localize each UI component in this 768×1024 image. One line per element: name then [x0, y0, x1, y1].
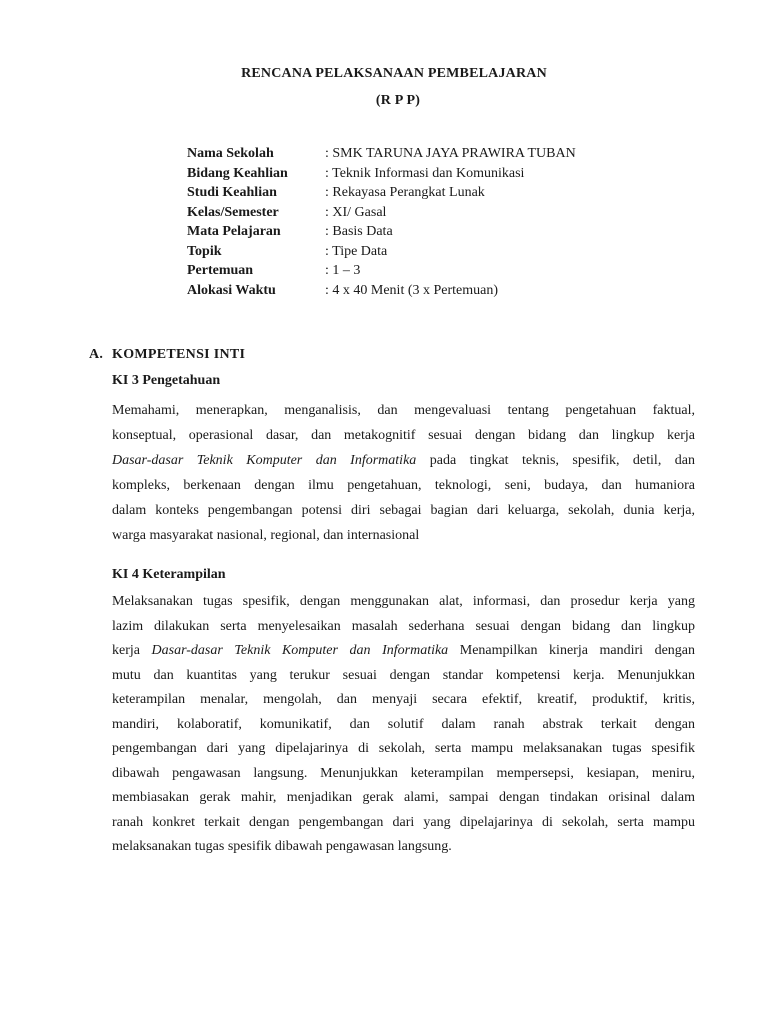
- paragraph-line: warga masyarakat nasional, regional, dan internasional: [112, 528, 420, 544]
- identity-value: : SMK TARUNA JAYA PRAWIRA TUBAN: [325, 144, 576, 164]
- identity-value: : 4 x 40 Menit (3 x Pertemuan): [325, 281, 498, 301]
- identity-label: Alokasi Waktu: [187, 282, 276, 298]
- identity-row-study: [187, 183, 576, 203]
- document-title: RENCANA PELAKSANAAN PEMBELAJARAN: [241, 66, 547, 81]
- paragraph-line: [112, 448, 695, 473]
- ki3-heading: KI 3 Pengetahuan: [112, 373, 221, 388]
- identity-row-field: [187, 164, 576, 184]
- identity-label: Studi Keahlian: [187, 185, 277, 200]
- identity-value: : Tipe Data: [325, 242, 387, 262]
- ki4-heading: KI 4 Keterampilan: [112, 567, 226, 582]
- paragraph-line: mandiri, kolaboratif, komunikatif, dan solutif dalam ranah abstrak terkait dengan: [112, 716, 695, 732]
- identity-value: : Rekayasa Perangkat Lunak: [325, 183, 485, 203]
- section-title: KOMPETENSI INTI: [112, 347, 246, 362]
- paragraph-line: membiasakan gerak mahir, menjadikan gerak alami, sampai dengan tindakan orisinal dalam: [112, 790, 695, 805]
- identity-value: : 1 – 3: [325, 261, 360, 281]
- identity-value: : Basis Data: [325, 222, 393, 242]
- paragraph-text: pada tingkat teknis, spesifik, detil, dan: [416, 453, 696, 469]
- identity-value: : XI/ Gasal: [325, 203, 386, 223]
- paragraph-line: lazim dilakukan serta menyelesaikan masalah sederhana sesuai dengan bidang dan lingkup: [112, 618, 695, 634]
- paragraph-line: melaksanakan tugas spesifik dibawah pengawasan langsung.: [112, 839, 452, 854]
- identity-table: [187, 144, 576, 300]
- identity-row-meeting: [187, 261, 576, 281]
- ki3-paragraph: [112, 398, 695, 549]
- paragraph-line: kompleks, berkenaan dengan ilmu pengetahuan, teknologi, seni, budaya, dan humaniora: [112, 478, 695, 494]
- identity-row-time: [187, 281, 576, 301]
- section-letter: A.: [89, 347, 104, 362]
- paragraph-line: keterampilan menalar, mengolah, dan menyaji secara efektif, kreatif, produktif, kritis,: [112, 692, 695, 707]
- identity-label: Kelas/Semester: [187, 204, 279, 220]
- paragraph-line: [112, 639, 695, 664]
- identity-row-subject: [187, 222, 576, 242]
- italic-term: Dasar-dasar Teknik Komputer dan Informatika: [151, 643, 449, 658]
- paragraph-line: Melaksanakan tugas spesifik, dengan menggunakan alat, informasi, dan prosedur kerja yang: [112, 594, 695, 609]
- italic-term: Dasar-dasar Teknik Komputer dan Informatika: [112, 453, 417, 469]
- identity-row-topic: [187, 242, 576, 262]
- paragraph-line: ranah konkret terkait dengan pengembangan dari yang dipelajarinya di sekolah, serta mampu: [112, 814, 695, 830]
- paragraph-line: dalam konteks pengembangan potensi diri sebagai bagian dari keluarga, sekolah, dunia kerja,: [112, 503, 695, 519]
- paragraph-line: mutu dan kuantitas yang terukur sesuai dengan standar kompetensi kerja. Menunjukkan: [112, 667, 695, 683]
- identity-label: Nama Sekolah: [187, 146, 274, 161]
- paragraph-line: konseptual, operasional dasar, dan metakognitif sesuai dengan bidang dan lingkup kerja: [112, 428, 695, 444]
- identity-label: Bidang Keahlian: [187, 165, 288, 181]
- paragraph-text: kerja: [112, 643, 152, 658]
- identity-row-class: [187, 203, 576, 223]
- paragraph-line: dibawah pengawasan langsung. Menunjukkan keterampilan mempersepsi, kesiapan, meniru,: [112, 765, 695, 781]
- identity-label: Mata Pelajaran: [187, 224, 281, 239]
- identity-label: Pertemuan: [187, 263, 254, 278]
- ki4-paragraph: [112, 590, 695, 860]
- section-heading: [89, 347, 245, 363]
- identity-value: : Teknik Informasi dan Komunikasi: [325, 164, 524, 184]
- identity-label: Topik: [187, 243, 222, 259]
- paragraph-text: Menampilkan kinerja mandiri dengan: [448, 643, 696, 658]
- paragraph-line: pengembangan dari yang dipelajarinya di sekolah, serta mampu melaksanakan tugas spesifik: [112, 741, 695, 756]
- identity-row-school: [187, 144, 576, 164]
- paragraph-line: Memahami, menerapkan, menganalisis, dan mengevaluasi tentang pengetahuan faktual,: [112, 403, 695, 418]
- document-subtitle: (R P P): [375, 93, 421, 108]
